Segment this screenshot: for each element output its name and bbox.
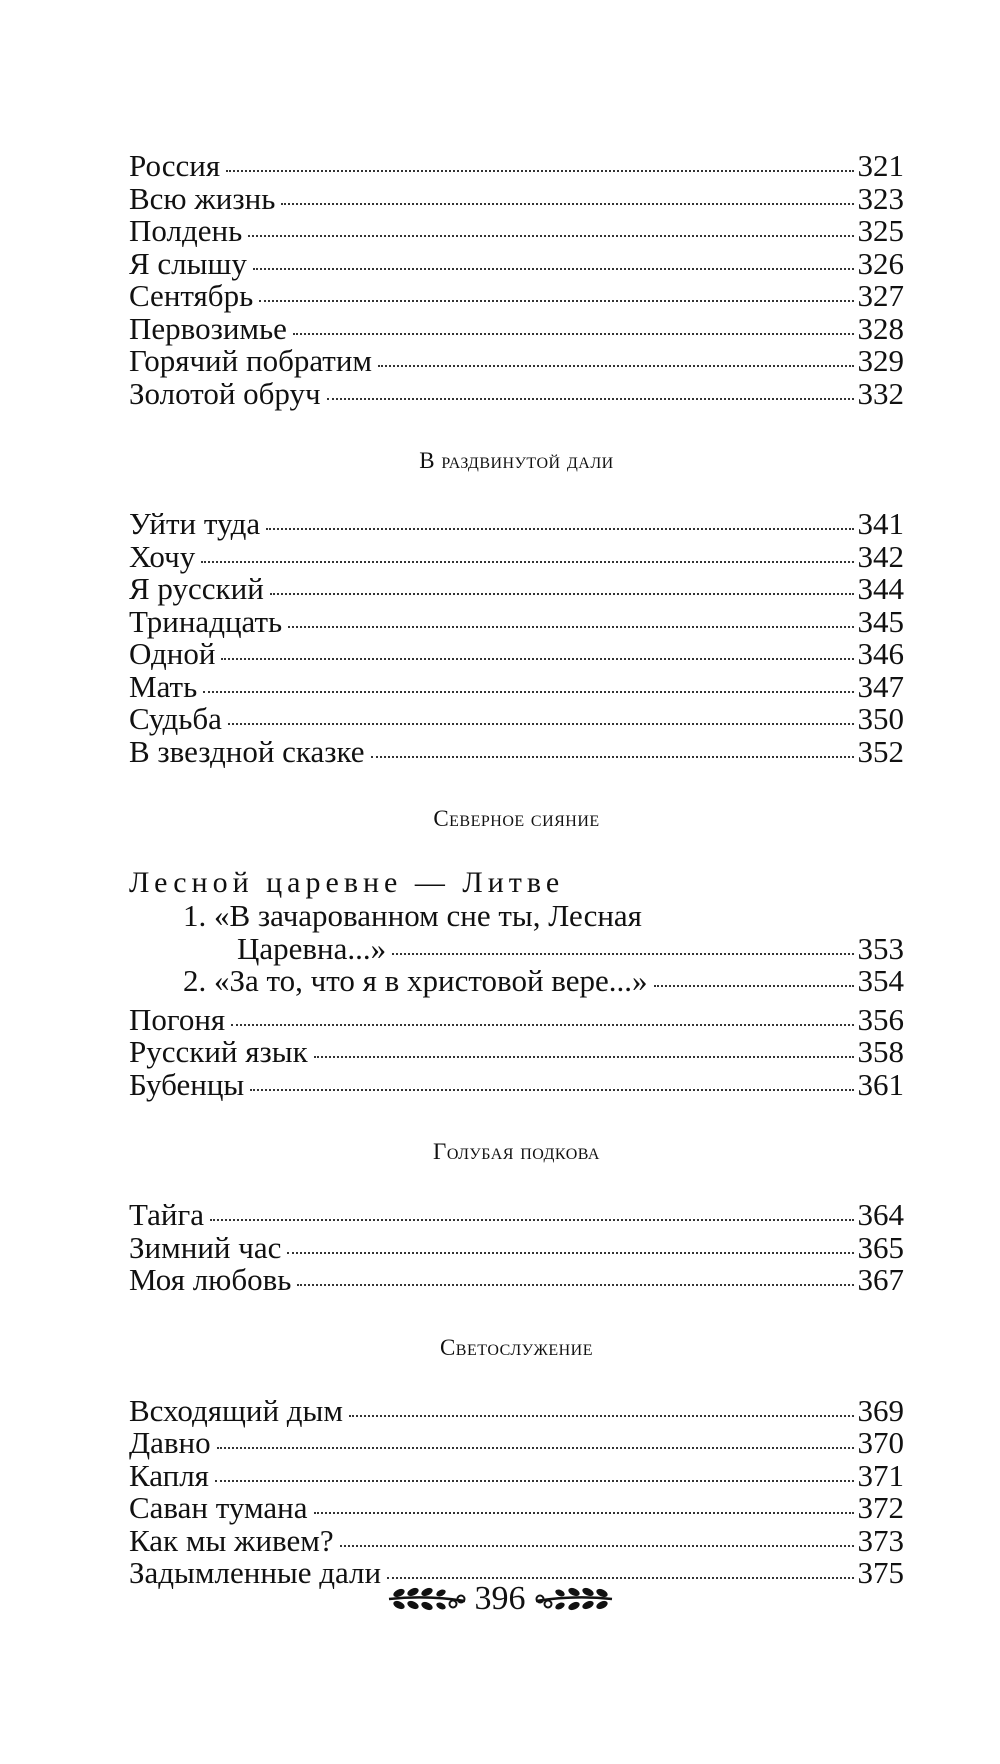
section-heading: Северное сияние [433,806,600,831]
dot-leader [215,1480,854,1482]
toc-entry [129,538,904,574]
dot-leader [287,1252,853,1254]
section-heading: В раздвинутой дали [419,448,614,473]
toc-entry [129,733,904,769]
toc-group [129,1135,904,1297]
dot-leader [654,985,854,987]
dot-leader [314,1512,854,1514]
toc-entry [129,245,904,281]
toc-entry [129,668,904,704]
toc-group [129,150,904,410]
dot-leader [250,1089,853,1091]
toc-entry-title: Как мы живем? [129,1522,334,1558]
dot-leader [288,626,853,628]
toc-entry [129,638,904,671]
dot-leader [226,170,853,172]
toc-entry-page: 341 [857,506,904,541]
toc-entry-page: 353 [857,930,904,966]
dot-leader [378,365,853,367]
toc-entry [129,150,904,183]
toc-entry [129,603,904,639]
dot-leader [270,593,854,595]
toc-entry [129,1264,904,1297]
toc-entry [129,1392,904,1428]
dot-leader [314,1056,854,1058]
toc-entry-page: 361 [857,1066,904,1102]
toc-entry [129,180,904,216]
toc-entry-page: 323 [857,180,904,216]
toc-entry-page: 369 [857,1392,904,1428]
toc-entry [129,573,904,606]
toc-entry-page: 367 [857,1262,904,1297]
toc-entry-title: Зимний час [129,1229,282,1265]
toc-entry-page: 345 [857,603,904,639]
toc-entry [129,1001,904,1037]
toc-entry-title: Мать [129,668,198,704]
toc-entry-title: Судьба [129,701,222,736]
toc-entry [129,1229,904,1265]
table-of-contents [129,150,904,1590]
toc-entry-title: Полдень [129,213,243,248]
dot-leader [327,398,854,400]
dot-leader [248,235,853,237]
toc-entry-page: 327 [857,278,904,313]
toc-entry-title: Горячий побратим [129,343,373,378]
toc-entry-page: 326 [857,245,904,281]
section-heading: Голубая подкова [433,1139,600,1164]
toc-entry [129,1066,904,1102]
toc-entry [129,375,904,411]
toc-entry-title: Бубенцы [129,1066,245,1102]
toc-entry [129,965,904,998]
toc-entry-page: 354 [857,963,904,998]
dot-leader [371,756,854,758]
toc-entry-title: Задымленные дали [129,1555,382,1590]
dot-leader [340,1545,854,1547]
dot-leader [228,723,854,725]
toc-entry-title: 2. «За то, что я в христовой вере...» [183,963,648,998]
toc-entry [129,345,904,378]
toc-entry-page: 325 [857,213,904,248]
toc-entry [129,1036,904,1069]
toc-entry-title: Я слышу [129,245,247,281]
toc-entry-title: Капля [129,1457,209,1493]
dot-leader [297,1284,853,1286]
toc-entry [129,215,904,248]
dot-leader [259,300,853,302]
toc-entry [129,703,904,736]
toc-entry [129,1522,904,1558]
toc-entry-page: 365 [857,1229,904,1265]
dot-leader [387,1577,853,1579]
toc-entry [129,280,904,313]
toc-entry-page: 364 [857,1197,904,1232]
dot-leader [217,1447,854,1449]
dot-leader [221,658,853,660]
toc-entry-page: 332 [857,375,904,411]
dot-leader [281,203,853,205]
toc-entry-page: 372 [857,1490,904,1525]
toc-entry-title: Уйти туда [129,506,261,541]
toc-entry-page: 347 [857,668,904,704]
dot-leader [349,1415,853,1417]
dot-leader [231,1024,853,1026]
section-heading: Светослужение [439,1334,594,1360]
page-number: 396 [474,1580,526,1617]
cycle-item-line: 1. «В зачарованном сне ты, Лесная [183,898,642,933]
toc-entry-page: 346 [857,636,904,671]
toc-entry-title: В звездной сказке [129,733,365,769]
dot-leader [293,333,854,335]
toc-entry-title: Первозимье [129,310,287,346]
dot-leader [210,1219,854,1221]
toc-entry-title: Царевна...» [237,930,387,966]
page-footer [0,1580,1000,1618]
toc-entry-page: 344 [857,571,904,606]
toc-entry-title: Тайга [129,1197,204,1232]
laurel-ornament-icon [534,1582,614,1616]
toc-entry [129,508,904,541]
toc-group [129,802,904,1101]
toc-entry-title: Я русский [129,571,264,606]
toc-entry-page: 371 [857,1457,904,1493]
toc-entry [129,1457,904,1493]
dot-leader [203,691,853,693]
toc-entry-page: 350 [857,701,904,736]
toc-entry-page: 321 [857,148,904,183]
toc-entry-page: 375 [857,1555,904,1590]
cycle-title: Лесной царевне — Литве [129,866,565,899]
toc-entry [129,930,904,966]
toc-entry-title: Тринадцать [129,603,283,639]
toc-entry-page: 329 [857,343,904,378]
toc-entry-page: 328 [857,310,904,346]
toc-entry [129,1427,904,1460]
toc-entry-title: Россия [129,148,221,183]
laurel-ornament-icon [387,1582,467,1616]
dot-leader [392,953,853,955]
toc-entry [129,1199,904,1232]
toc-entry-page: 358 [857,1034,904,1069]
toc-entry-title: Одной [129,636,216,671]
toc-entry-page: 356 [857,1001,904,1037]
toc-entry-page: 373 [857,1522,904,1558]
toc-entry-title: Всю жизнь [129,180,276,216]
toc-entry [129,1492,904,1525]
toc-entry-title: Моя любовь [129,1262,292,1297]
toc-entry-page: 352 [857,733,904,769]
toc-group [129,1331,904,1590]
dot-leader [201,561,853,563]
toc-entry-title: Погоня [129,1001,226,1037]
toc-entry-title: Золотой обруч [129,375,321,411]
dot-leader [266,528,853,530]
toc-entry-title: Сентябрь [129,278,254,313]
toc-entry-title: Русский язык [129,1034,308,1069]
toc-entry-title: Давно [129,1425,211,1460]
toc-entry [129,310,904,346]
toc-entry-title: Саван тумана [129,1490,308,1525]
toc-entry-page: 370 [857,1425,904,1460]
toc-entry-title: Всходящий дым [129,1392,344,1428]
dot-leader [253,268,854,270]
toc-entry-title: Хочу [129,538,196,574]
toc-entry-page: 342 [857,538,904,574]
toc-group [129,444,904,768]
